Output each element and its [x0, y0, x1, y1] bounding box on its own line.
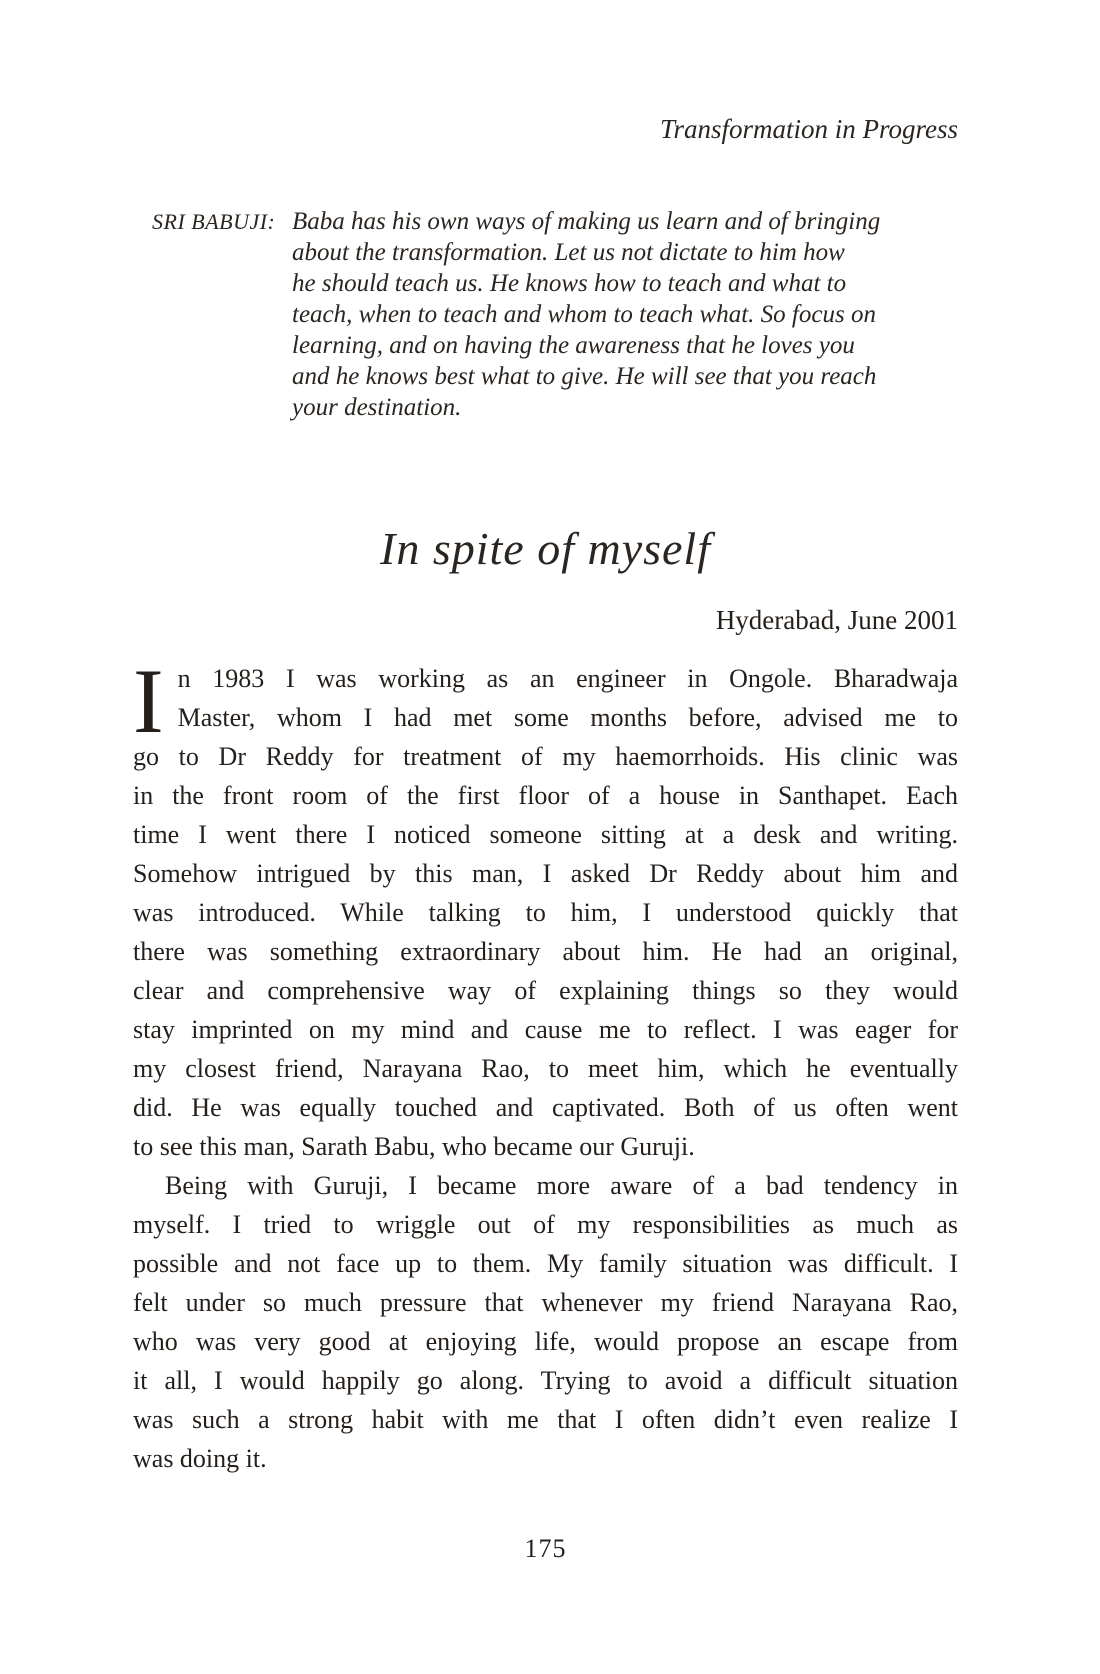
body-line: time I went there I noticed someone sitting at a desk and writing. — [133, 820, 958, 849]
quote-block — [152, 206, 958, 423]
quote-text — [292, 206, 942, 423]
quote-line: and he knows best what to give. He will see that you reach — [292, 363, 877, 390]
body-text — [133, 650, 958, 1478]
running-header: Transformation in Progress — [659, 114, 958, 144]
text-column — [133, 0, 958, 1564]
body-line: was such a strong habit with me that I often didn’t even realize I — [133, 1405, 958, 1434]
body-line: go to Dr Reddy for treatment of my haemorrhoids. His clinic was — [133, 742, 958, 771]
body-line: Master, whom I had met some months before, advised me to — [177, 703, 958, 732]
quote-speaker-label: SRI BABUJI: — [152, 209, 276, 234]
body-line: clear and comprehensive way of explaining things so they would — [133, 976, 958, 1005]
body-line: did. He was equally touched and captivated. Both of us often went — [133, 1093, 958, 1122]
quote-line: your destination. — [292, 394, 462, 421]
body-line: felt under so much pressure that whenever my friend Narayana Rao, — [133, 1288, 958, 1317]
body-line: it all, I would happily go along. Trying to avoid a difficult situation — [133, 1366, 958, 1395]
body-line: possible and not face up to them. My family situation was difficult. I — [133, 1249, 958, 1278]
body-line: was introduced. While talking to him, I understood quickly that — [133, 898, 958, 927]
body-line: there was something extraordinary about him. He had an original, — [133, 937, 958, 966]
paragraph-1 — [133, 650, 958, 1166]
body-line: n 1983 I was working as an engineer in Ongole. Bharadwaja — [177, 664, 958, 693]
quote-line: Baba has his own ways of making us learn and of bringing — [292, 208, 881, 235]
quote-line: learning, and on having the awareness that he loves you — [292, 332, 855, 359]
body-line: myself. I tried to wriggle out of my responsibilities as much as — [133, 1210, 958, 1239]
chapter-title: In spite of myself — [380, 523, 711, 574]
body-line: Somehow intrigued by this man, I asked Dr Reddy about him and — [133, 859, 958, 888]
page-number: 175 — [524, 1534, 567, 1563]
quote-line: about the transformation. Let us not dictate to him how — [292, 239, 845, 266]
body-line: was doing it. — [133, 1444, 267, 1473]
dateline: Hyderabad, June 2001 — [715, 605, 958, 635]
body-line: to see this man, Sarath Babu, who became our Guruji. — [133, 1132, 695, 1161]
body-line: who was very good at enjoying life, would propose an escape from — [133, 1327, 958, 1356]
drop-cap: I — [133, 650, 164, 752]
paragraph-2 — [133, 1166, 958, 1478]
body-line: stay imprinted on my mind and cause me to reflect. I was eager for — [133, 1015, 958, 1044]
quote-line: he should teach us. He knows how to teach and what to — [292, 270, 847, 297]
body-line: in the front room of the first floor of a house in Santhapet. Each — [133, 781, 958, 810]
body-line: my closest friend, Narayana Rao, to meet him, which he eventually — [133, 1054, 958, 1083]
quote-line: teach, when to teach and whom to teach what. So focus on — [292, 301, 876, 328]
body-line: Being with Guruji, I became more aware of a bad tendency in — [165, 1171, 958, 1200]
